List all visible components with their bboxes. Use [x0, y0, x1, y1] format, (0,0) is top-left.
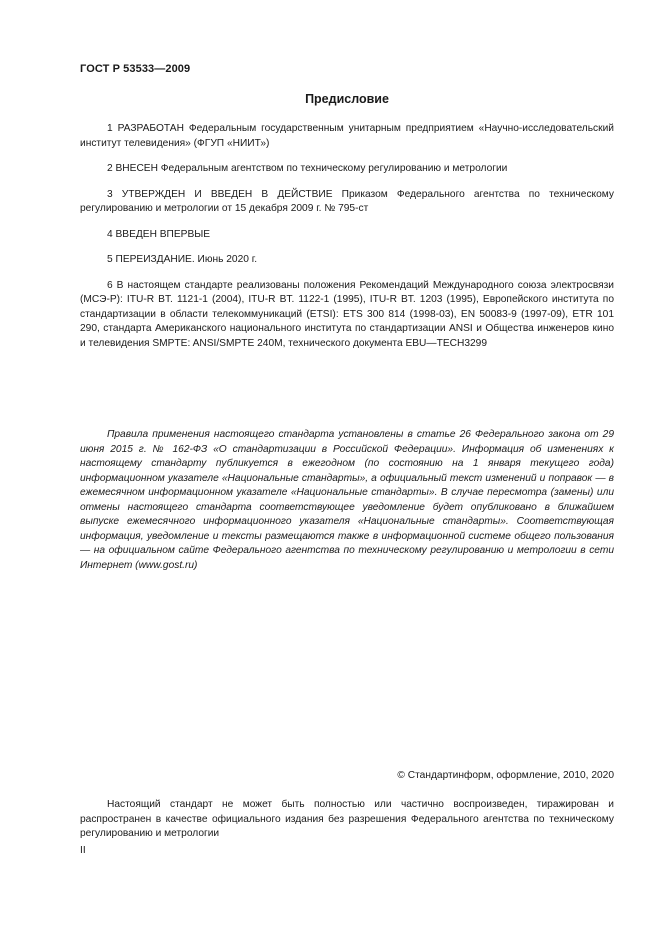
foreword-item-4: 4 ВВЕДЕН ВПЕРВЫЕ [107, 228, 211, 240]
page-number: II [80, 845, 86, 856]
foreword-item-2: 2 ВНЕСЕН Федеральным агентством по техническому регулированию и метрологии [107, 163, 508, 174]
foreword-item-3: 3 УТВЕРЖДЕН И ВВЕДЕН В ДЕЙСТВИЕ Приказом Федерального агентства по техническому регулированию и метрологии от 15 декабря 2009 г. № 795-ст [80, 188, 614, 214]
page-title: Предисловие [305, 92, 389, 106]
foreword-item-5: 5 ПЕРЕИЗДАНИЕ. Июнь 2020 г. [107, 254, 258, 265]
legal-notice: Настоящий стандарт не может быть полностью или частично воспроизведен, тиражирован и распространен в качестве официального издания без разрешения Федерального агентства по техническому регулированию и метрологии [80, 799, 614, 839]
foreword-item-1: 1 РАЗРАБОТАН Федеральным государственным унитарным предприятием «Научно-исследовательский институт телевидения» (ФГУП «НИИТ») [80, 123, 614, 149]
foreword-items [80, 122, 614, 362]
foreword-item-6: 6 В настоящем стандарте реализованы положения Рекомендаций Международного союза электросвязи (МСЭ-Р): ITU-R BT. 1121-1 (2004), ITU-R BT. 1122-1 (1995), ITU-R BT. 1203 (1995), Европейского института по стандартизации в области телекоммуникаций (ETSI): ETS 300 814 (1998-03), EN 50083-9 (1997-09), ETR 101 290, стандарта Американского национального института по стандартизации ANSI и Общества инженеров кино и телевидения SMPTE: ANSI/SMPTE 240M, технического документа EBU—TECH3299 [80, 279, 614, 349]
document-code: ГОСТ Р 53533—2009 [80, 63, 191, 75]
copyright-line: © Стандартинформ, оформление, 2010, 2020 [397, 770, 614, 781]
application-rules-notice: Правила применения настоящего стандарта установлены в статье 26 Федерального закона от 29 июня 2015 г. № 162-ФЗ «О стандартизации в Российской Федерации». Информация об изменениях к настоящему стандарту публикуется в ежегодном (по состоянию на 1 января текущего года) информационном указателе «Национальные стандарты», а официальный текст изменений и поправок — в ежемесячном информационном указателе «Национальные стандарты». В случае пересмотра (замены) или отмены настоящего стандарта соответствующее уведомление будет опубликовано в ближайшем выпуске ежемесячного информационного указателя «Национальные стандарты». Соответствующая информация, уведомление и тексты размещаются также в информационной системе общего пользования — на официальном сайте Федерального агентства по техническому регулированию и метрологии в сети Интернет (www.gost.ru) [80, 429, 614, 571]
